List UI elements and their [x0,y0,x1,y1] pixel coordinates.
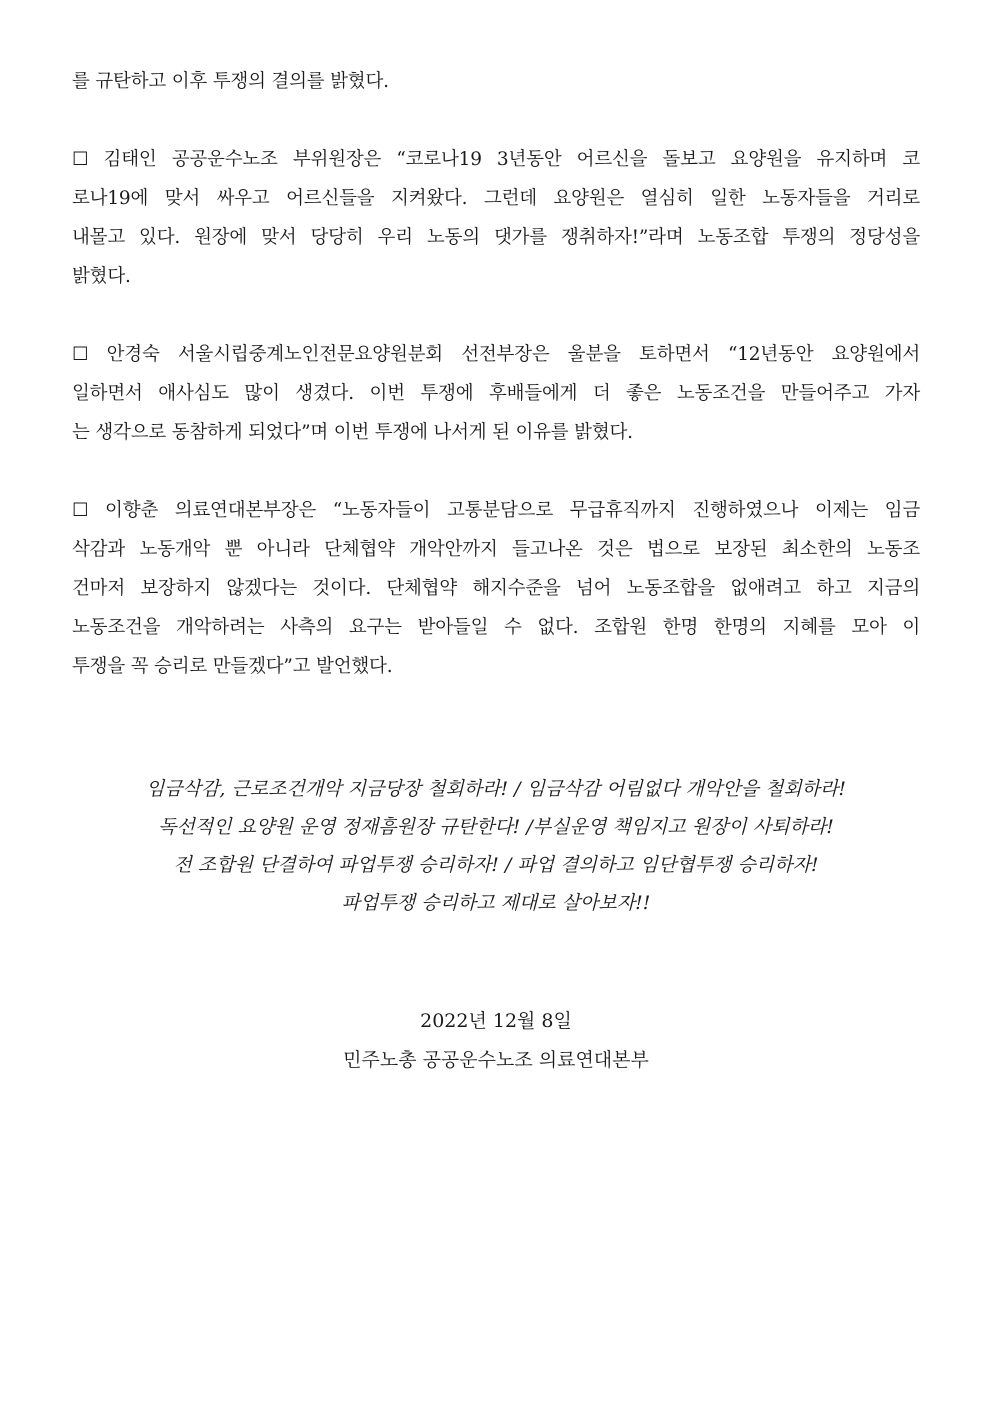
paragraph-1-line-1: ☐ 김태인 공공운수노조 부위원장은 “코로나19 3년동안 어르신을 돌보고 요양원을 유지하며 코 [72,149,920,170]
slogan-block [0,770,992,922]
paragraph-1-line-4: 밝혔다. [72,266,131,287]
paragraph-3-line-5: 투쟁을 꼭 승리로 만들겠다”고 발언했다. [72,656,393,677]
slogan-line-2: 독선적인 요양원 운영 정재흠원장 규탄한다! /부실운영 책임지고 원장이 사퇴하라! [158,816,834,838]
document-date: 2022년 12월 8일 [420,1010,572,1032]
paragraph-2-line-1: ☐ 안경숙 서울시립중계노인전문요양원분회 선전부장은 울분을 토하면서 “12년동안 요양원에서 [72,344,920,365]
paragraph-3-line-1: ☐ 이향춘 의료연대본부장은 “노동자들이 고통분담으로 무급휴직까지 진행하였으나 이제는 임금 [72,500,920,521]
slogan-line-1: 임금삭감, 근로조건개악 지금당장 철회하라! / 임금삭감 어림없다 개악안을 철회하라! [145,778,847,800]
paragraph-3-line-2: 삭감과 노동개악 뿐 아니라 단체협약 개악안까지 들고나온 것은 법으로 보장된 최소한의 노동조 [72,539,920,560]
organization-name: 민주노총 공공운수노조 의료연대본부 [343,1049,649,1071]
paragraph-3-line-3: 건마저 보장하지 않겠다는 것이다. 단체협약 해지수준을 넘어 노동조합을 없애려고 하고 지금의 [72,578,920,599]
paragraph-1-line-3: 내몰고 있다. 원장에 맞서 당당히 우리 노동의 댓가를 쟁취하자!”라며 노동조합 투쟁의 정당성을 [72,227,920,248]
intro-line: 를 규탄하고 이후 투쟁의 결의를 밝혔다. [72,71,389,92]
slogan-line-3: 전 조합원 단결하여 파업투쟁 승리하자! / 파업 결의하고 임단협투쟁 승리하자! [173,854,819,876]
paragraph-3-line-4: 노동조건을 개악하려는 사측의 요구는 받아들일 수 없다. 조합원 한명 한명의 지혜를 모아 이 [72,617,920,638]
paragraph-1-line-2: 로나19에 맞서 싸우고 어르신들을 지켜왔다. 그런데 요양원은 열심히 일한 노동자들을 거리로 [72,188,920,209]
slogan-line-4: 파업투쟁 승리하고 제대로 살아보자!! [341,892,651,914]
paragraph-2-line-2: 일하면서 애사심도 많이 생겼다. 이번 투쟁에 후배들에게 더 좋은 노동조건을 만들어주고 가자 [72,383,920,404]
paragraph-2-line-3: 는 생각으로 동참하게 되었다”며 이번 투쟁에 나서게 된 이유를 밝혔다. [72,422,633,443]
